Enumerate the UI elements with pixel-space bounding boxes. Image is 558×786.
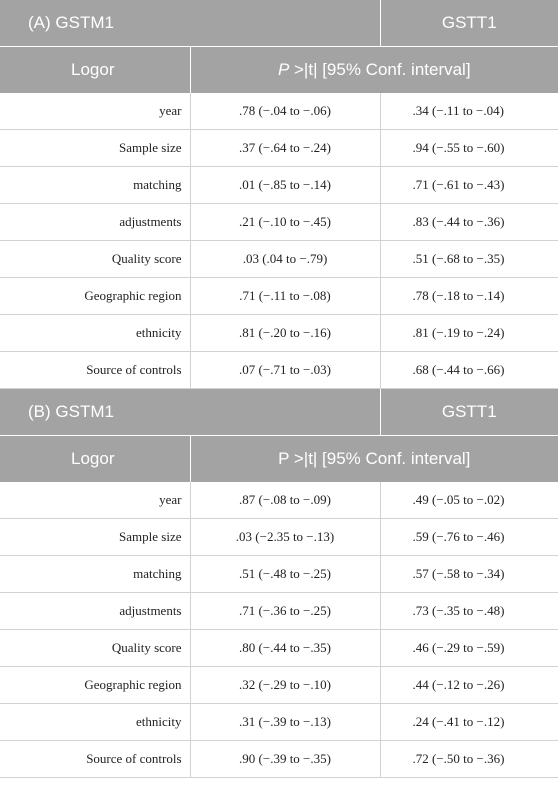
section-a-header-row: [0, 0, 558, 47]
gstt1-value: .73 (−.35 to −.48): [380, 593, 558, 630]
section-b: [0, 389, 558, 778]
row-label: Sample size: [0, 519, 190, 556]
table-row: [0, 167, 558, 204]
gstt1-value: .46 (−.29 to −.59): [380, 630, 558, 667]
row-label: Geographic region: [0, 667, 190, 704]
table-row: [0, 741, 558, 778]
section-b-logor-header: Logor: [0, 436, 190, 483]
table-row: [0, 241, 558, 278]
section-b-column-header-row: [0, 436, 558, 483]
row-label: Quality score: [0, 630, 190, 667]
table-row: [0, 93, 558, 130]
row-label: ethnicity: [0, 704, 190, 741]
row-label: Source of controls: [0, 352, 190, 389]
row-label: Geographic region: [0, 278, 190, 315]
gstm1-value: .87 (−.08 to −.09): [190, 482, 380, 519]
gstm1-value: .37 (−.64 to −.24): [190, 130, 380, 167]
section-a: [0, 0, 558, 389]
gstm1-value: .07 (−.71 to −.03): [190, 352, 380, 389]
gstt1-value: .83 (−.44 to −.36): [380, 204, 558, 241]
section-a-p-header: [190, 47, 558, 94]
table-row: [0, 704, 558, 741]
section-a-title: (A) GSTM1: [0, 0, 380, 47]
gstt1-value: .81 (−.19 to −.24): [380, 315, 558, 352]
gstm1-value: .71 (−.11 to −.08): [190, 278, 380, 315]
table-row: [0, 315, 558, 352]
section-b-p-header: P >|t| [95% Conf. interval]: [190, 436, 558, 483]
table-row: [0, 278, 558, 315]
section-a-gstt1-header: GSTT1: [380, 0, 558, 47]
row-label: Sample size: [0, 130, 190, 167]
row-label: matching: [0, 167, 190, 204]
gstt1-value: .59 (−.76 to −.46): [380, 519, 558, 556]
section-a-logor-header: Logor: [0, 47, 190, 94]
gstt1-value: .24 (−.41 to −.12): [380, 704, 558, 741]
gstt1-value: .49 (−.05 to −.02): [380, 482, 558, 519]
gstm1-value: .81 (−.20 to −.16): [190, 315, 380, 352]
table-row: [0, 204, 558, 241]
table-row: [0, 630, 558, 667]
gstt1-value: .51 (−.68 to −.35): [380, 241, 558, 278]
table-row: [0, 482, 558, 519]
section-b-gstt1-header: GSTT1: [380, 389, 558, 436]
gstt1-value: .57 (−.58 to −.34): [380, 556, 558, 593]
gstm1-value: .31 (−.39 to −.13): [190, 704, 380, 741]
row-label: Source of controls: [0, 741, 190, 778]
table-row: [0, 352, 558, 389]
gstm1-value: .90 (−.39 to −.35): [190, 741, 380, 778]
row-label: adjustments: [0, 593, 190, 630]
gstm1-value: .32 (−.29 to −.10): [190, 667, 380, 704]
gstt1-value: .34 (−.11 to −.04): [380, 93, 558, 130]
gstm1-value: .21 (−.10 to −.45): [190, 204, 380, 241]
section-a-column-header-row: [0, 47, 558, 94]
gstm1-value: .51 (−.48 to −.25): [190, 556, 380, 593]
p-header-rest: >|t| [95% Conf. interval]: [289, 60, 471, 79]
row-label: year: [0, 93, 190, 130]
gstt1-value: .94 (−.55 to −.60): [380, 130, 558, 167]
row-label: year: [0, 482, 190, 519]
gstm1-value: .78 (−.04 to −.06): [190, 93, 380, 130]
gstm1-value: .80 (−.44 to −.35): [190, 630, 380, 667]
gstm1-value: .01 (−.85 to −.14): [190, 167, 380, 204]
table-row: [0, 519, 558, 556]
gstm1-value: .03 (−2.35 to −.13): [190, 519, 380, 556]
row-label: matching: [0, 556, 190, 593]
gstt1-value: .71 (−.61 to −.43): [380, 167, 558, 204]
gstt1-value: .78 (−.18 to −.14): [380, 278, 558, 315]
p-symbol: P: [277, 60, 290, 79]
row-label: ethnicity: [0, 315, 190, 352]
table-row: [0, 667, 558, 704]
gstm1-value: .03 (.04 to −.79): [190, 241, 380, 278]
gstm1-value: .71 (−.36 to −.25): [190, 593, 380, 630]
row-label: adjustments: [0, 204, 190, 241]
gstt1-value: .44 (−.12 to −.26): [380, 667, 558, 704]
table-row: [0, 556, 558, 593]
gstt1-value: .68 (−.44 to −.66): [380, 352, 558, 389]
table-row: [0, 130, 558, 167]
section-b-title: (B) GSTM1: [0, 389, 380, 436]
section-b-header-row: [0, 389, 558, 436]
gstt1-value: .72 (−.50 to −.36): [380, 741, 558, 778]
row-label: Quality score: [0, 241, 190, 278]
table-row: [0, 593, 558, 630]
